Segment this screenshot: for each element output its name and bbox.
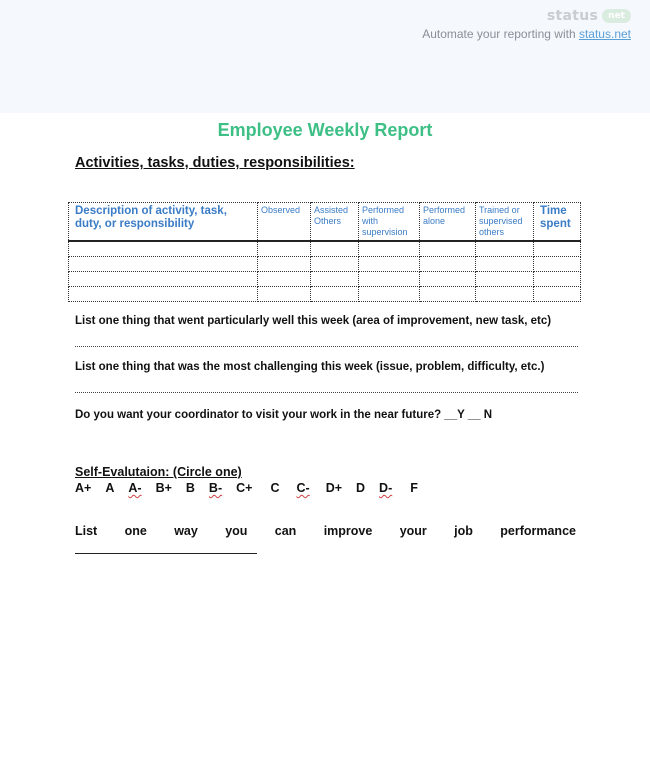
brand-tagline [422, 27, 631, 41]
self-evaluation-heading: Self-Evalutaion: (Circle one) [75, 465, 242, 479]
improve-word: way [174, 524, 198, 538]
activity-table [68, 202, 581, 302]
brand-badge: net [602, 9, 631, 23]
tagline-text: Automate your reporting with [422, 27, 576, 41]
brand-logo[interactable] [547, 8, 631, 24]
section-heading: Activities, tasks, duties, responsibilities: [75, 155, 355, 171]
grade-option[interactable]: C- [296, 481, 310, 495]
prompt-improve-performance [75, 524, 576, 538]
prompt-went-well: List one thing that went particularly well this week (area of improvement, new task, etc) [75, 315, 552, 327]
table-row[interactable] [69, 272, 581, 287]
grade-option[interactable]: B [185, 481, 195, 495]
improve-word: job [454, 524, 473, 538]
tagline-link[interactable]: status.net [578, 27, 631, 41]
grade-option[interactable]: D [356, 481, 366, 495]
grade-options [75, 481, 432, 495]
brand-wordmark: status [546, 8, 599, 24]
page-title: Employee Weekly Report [217, 120, 433, 140]
header-performed-supervision: Performed with supervision [359, 203, 420, 242]
grade-option[interactable]: A+ [75, 481, 92, 495]
table-row[interactable] [69, 241, 581, 257]
header-band [0, 0, 650, 113]
header-observed: Observed [258, 203, 311, 242]
answer-line-improve[interactable] [75, 553, 257, 554]
grade-option[interactable]: A [105, 481, 115, 495]
grade-option[interactable]: B- [208, 481, 223, 495]
improve-word: your [399, 524, 427, 538]
improve-word: List [75, 524, 98, 538]
improve-word: one [124, 524, 147, 538]
table-row[interactable] [69, 257, 581, 272]
grade-option[interactable]: B+ [155, 481, 172, 495]
prompt-coordinator-visit: Do you want your coordinator to visit your work in the near future? __Y __ N [75, 409, 493, 421]
grade-option[interactable]: D- [379, 481, 393, 495]
answer-line-challenging[interactable] [75, 392, 578, 393]
header-trained: Trained or supervised others [476, 203, 534, 242]
header-time-spent: Time spent [534, 203, 581, 242]
header-description: Description of activity, task, duty, or responsibility [69, 203, 258, 242]
grade-option[interactable]: F [410, 481, 418, 495]
grade-option[interactable]: C [270, 481, 280, 495]
improve-word: can [274, 524, 297, 538]
improve-word: improve [323, 524, 373, 538]
grade-option[interactable]: D+ [325, 481, 343, 495]
table-row[interactable] [69, 287, 581, 302]
answer-line-went-well[interactable] [75, 346, 578, 347]
table-header-row [69, 203, 581, 242]
grade-option[interactable]: C+ [236, 481, 253, 495]
prompt-challenging: List one thing that was the most challenging this week (issue, problem, difficulty, etc.) [75, 361, 545, 373]
improve-word: performance [500, 524, 576, 538]
grade-option[interactable]: A- [128, 481, 142, 495]
header-assisted: Assisted Others [311, 203, 359, 242]
improve-word: you [225, 524, 248, 538]
header-performed-alone: Performed alone [420, 203, 476, 242]
